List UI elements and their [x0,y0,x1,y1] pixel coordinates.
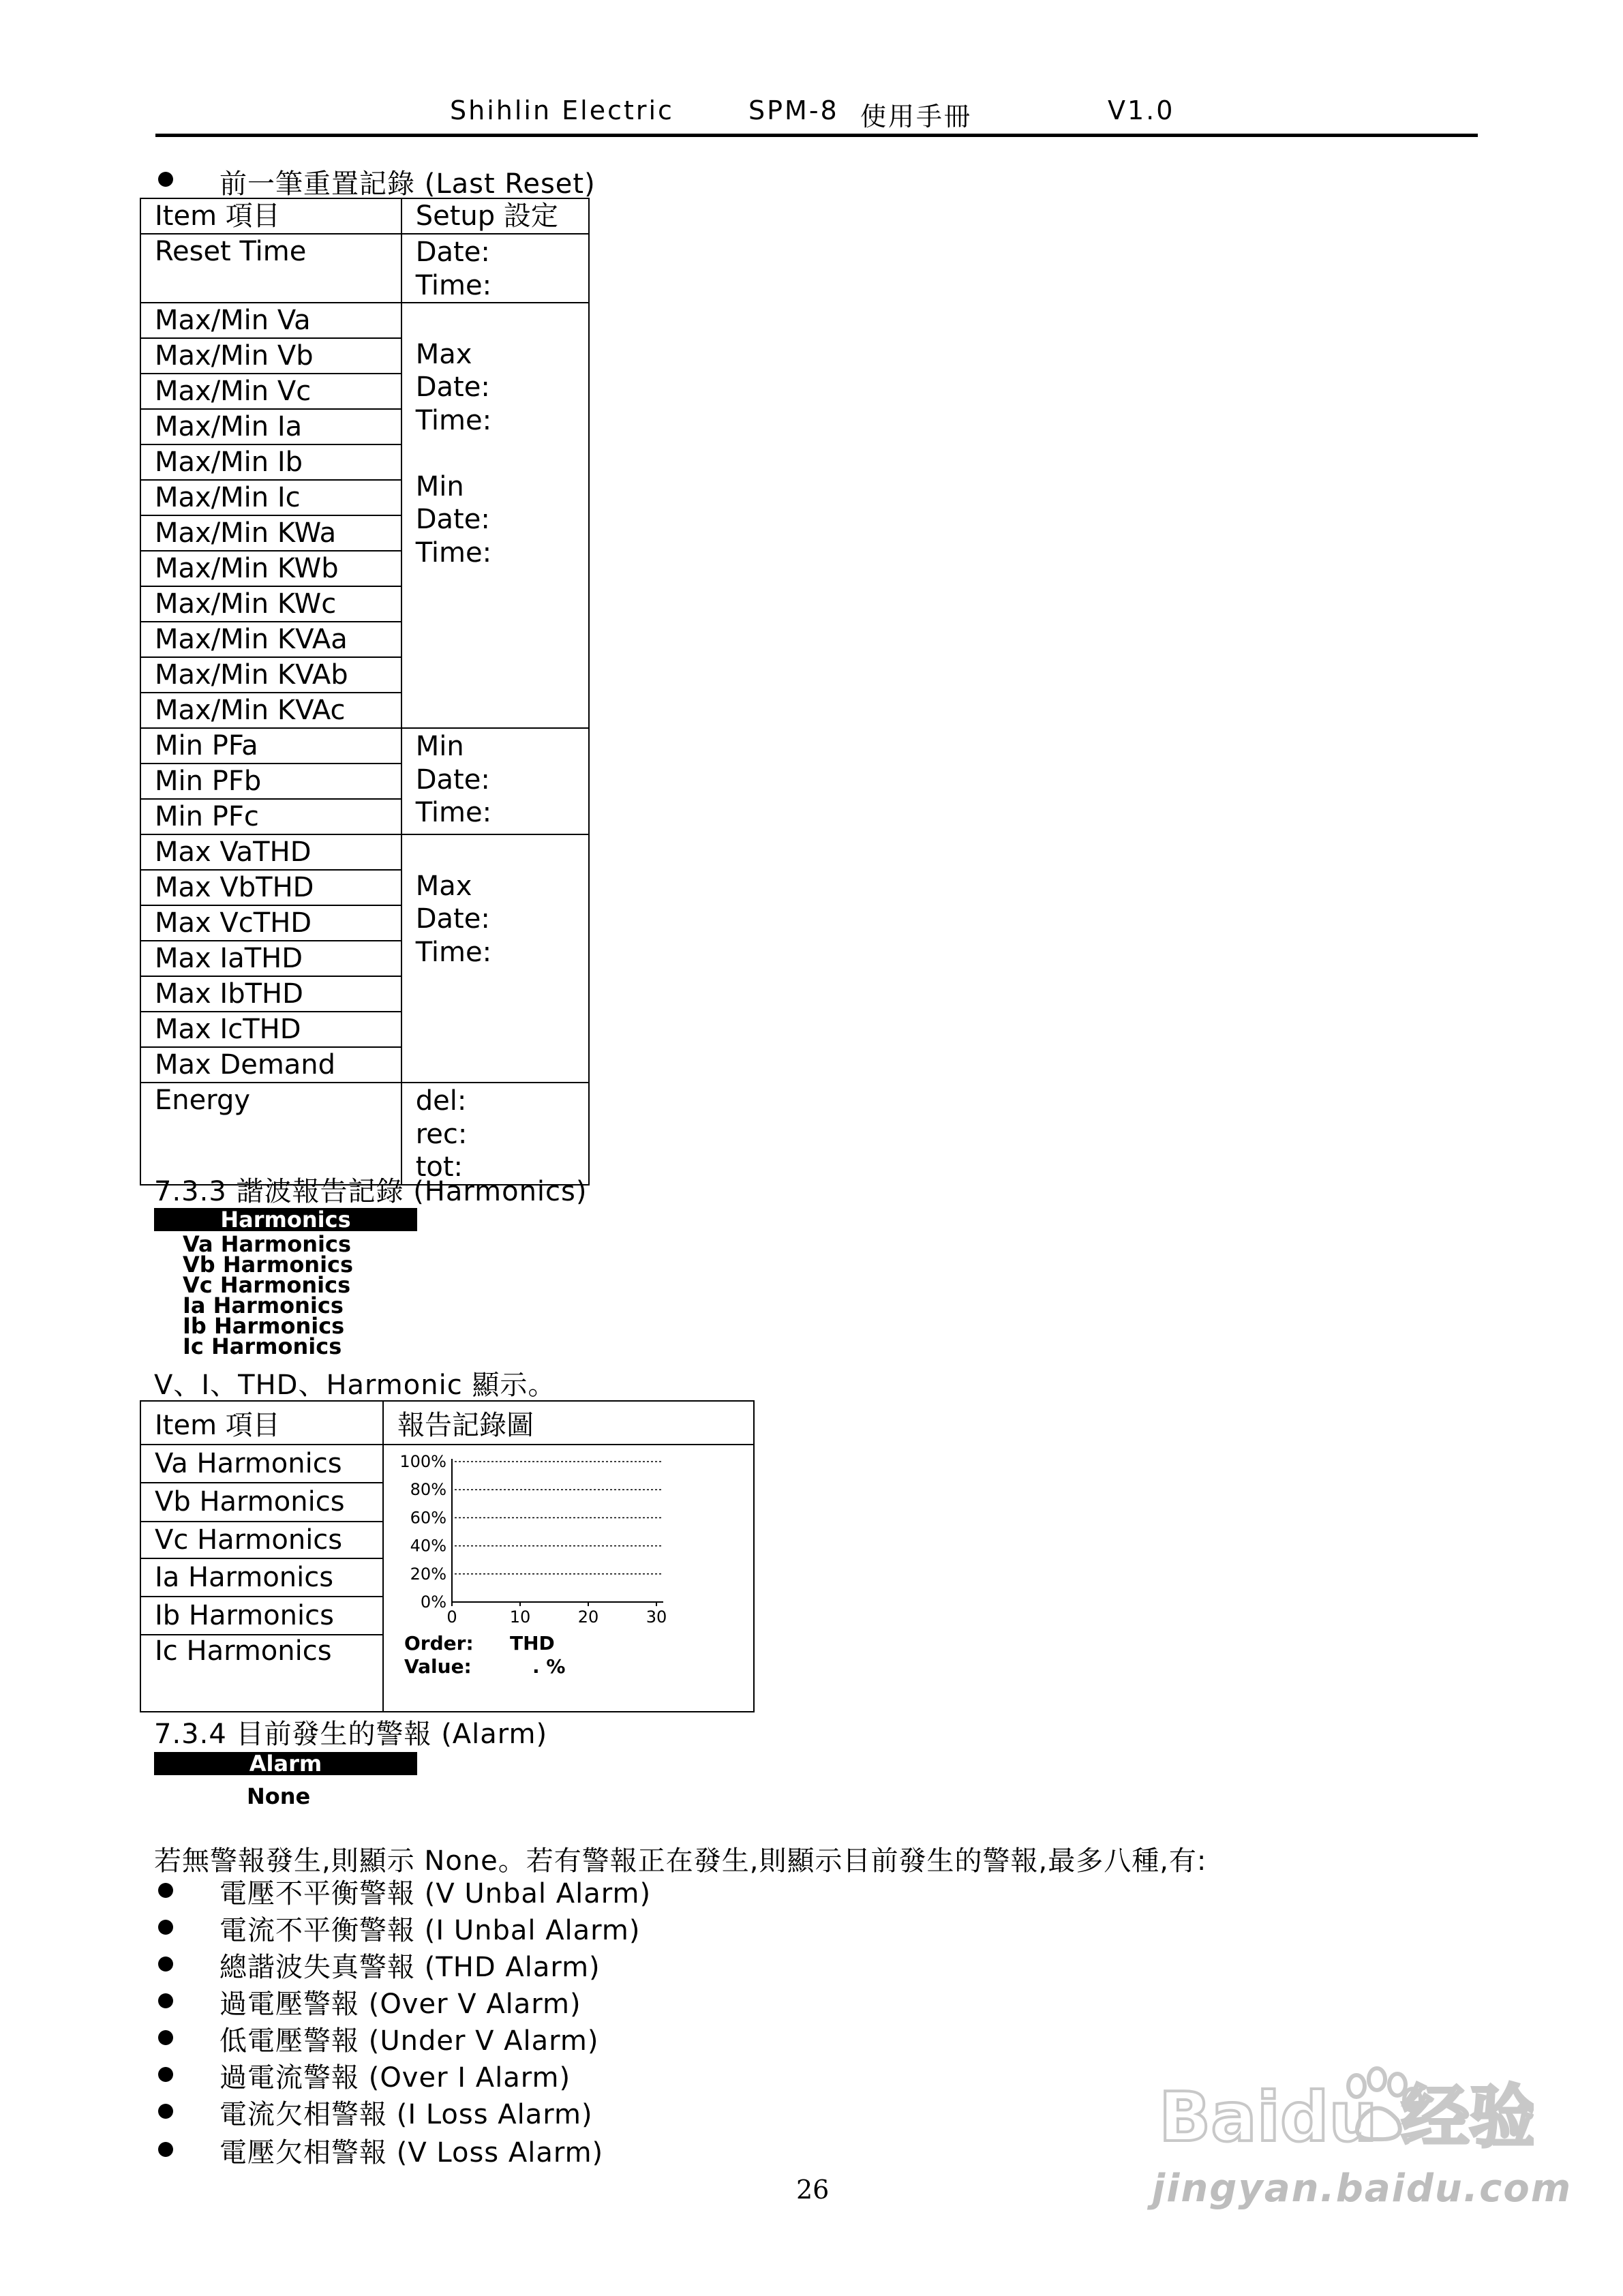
harmonics-chart [384,1445,752,1711]
page-number: 26 [796,2175,830,2205]
header-model: SPM-8 [748,95,839,125]
value-value: . % [532,1655,566,1678]
alarm-menu-value: None [247,1783,311,1809]
alarm-item-label: 過電流警報 (Over I Alarm) [219,2062,571,2094]
bullet-icon [158,2067,173,2082]
table-item-cell: Max/Min KWa [140,515,401,551]
order-label: Order: [404,1632,474,1655]
watermark-logo [1152,2059,1534,2157]
setup-cell: Date: Time: [401,234,589,303]
alarm-menu-title: Alarm [154,1752,417,1775]
setup-cell: Min Date: Time: [401,728,589,834]
setup-cell: Max Date: Time: [401,834,589,1083]
alarm-heading: 7.3.4 目前發生的警報 (Alarm) [154,1719,548,1750]
table-item-cell: Ib Harmonics [140,1597,383,1635]
alarm-item-label: 總諧波失真警報 (THD Alarm) [219,1952,601,1983]
menu-item: Vc Harmonics [183,1272,351,1298]
baidu-paw-icon [1152,2059,1534,2154]
table-item-cell: Max Demand [140,1047,401,1083]
alarm-description: 若無警報發生,則顯示 None。若有警報正在發生,則顯示目前發生的警報,最多八種,有: [154,1845,1207,1877]
table-item-cell: Max/Min KWc [140,586,401,622]
y-tick-label: 60% [410,1508,447,1528]
table-item-cell: Ic Harmonics [140,1635,383,1712]
y-tick-label: 40% [410,1536,447,1556]
table-item-cell: Max/Min Ia [140,409,401,444]
table-item-cell: Max/Min Ic [140,480,401,515]
bullet-icon [158,2030,173,2045]
bullet-icon [158,2104,173,2119]
header-version: V1.0 [1108,95,1175,125]
bullet-icon [158,172,173,187]
last-reset-heading: 前一筆重置記錄 (Last Reset) [219,168,596,200]
table-item-cell: Max/Min Vc [140,374,401,409]
alarm-item-label: 電壓欠相警報 (V Loss Alarm) [219,2137,604,2169]
table-item-cell: Min PFc [140,799,401,834]
menu-item: Ia Harmonics [183,1293,344,1318]
table-item-cell: Vb Harmonics [140,1483,383,1521]
bullet-icon [158,1993,173,2008]
menu-item: Ib Harmonics [183,1313,345,1339]
table-item-cell: Max IaTHD [140,941,401,976]
y-tick-label: 0% [420,1592,447,1612]
menu-item: Ic Harmonics [183,1333,342,1359]
table-item-cell: Max/Min KVAa [140,622,401,657]
last-reset-table [140,198,590,1185]
bullet-icon [158,2142,173,2157]
table-item-cell: Max/Min Vb [140,338,401,374]
table-item-cell: Max/Min KVAc [140,693,401,728]
table-item-cell: Max VcTHD [140,905,401,941]
table-item-cell: Max VaTHD [140,834,401,870]
table-item-cell: Max IbTHD [140,976,401,1012]
value-label: Value: [404,1655,472,1678]
alarm-item-label: 電流不平衡警報 (I Unbal Alarm) [219,1915,641,1946]
table-item-cell: Min PFa [140,728,401,764]
table-item-cell: Vc Harmonics [140,1522,383,1558]
harmonics-table [140,1400,755,1712]
watermark-url: jingyan.baidu.com [1152,2166,1573,2211]
x-tick-label: 30 [646,1607,667,1627]
y-tick-label: 80% [410,1480,447,1500]
svg-text:Baidu 经验: Baidu 经验 [1159,2077,1534,2154]
menu-item: Vb Harmonics [183,1252,354,1278]
header-company: Shihlin Electric [450,95,674,125]
x-tick-label: 0 [446,1607,457,1627]
x-tick-label: 20 [577,1607,599,1627]
alarm-item-label: 電壓不平衡警報 (V Unbal Alarm) [219,1878,652,1909]
table-item-cell: Max/Min Va [140,303,401,338]
y-tick-label: 20% [410,1564,447,1584]
table-item-cell: Max IcTHD [140,1012,401,1047]
table-item-cell: Ia Harmonics [140,1558,383,1597]
alarm-item-label: 過電壓警報 (Over V Alarm) [219,1989,581,2020]
y-tick-label: 100% [399,1452,447,1471]
order-value: THD [510,1632,555,1655]
x-tick-label: 10 [509,1607,531,1627]
table-item-cell: Min PFb [140,764,401,799]
table-item-cell: Max/Min KVAb [140,657,401,693]
chart-cell [383,1445,754,1712]
table-item-cell: Max/Min Ib [140,444,401,480]
col-header-item: Item 項目 [140,198,401,234]
header-manual-title: 使用手冊 [860,102,973,132]
col-header-chart: 報告記錄圖 [383,1401,754,1445]
table-item-cell: Max VbTHD [140,870,401,905]
harmonics-menu-title: Harmonics [154,1208,417,1231]
bullet-icon [158,1920,173,1935]
bullet-icon [158,1957,173,1972]
bullet-icon [158,1883,173,1898]
table-item-cell: Reset Time [140,234,401,303]
col-header-setup: Setup 設定 [401,198,589,234]
harmonics-heading: 7.3.3 諧波報告記錄 (Harmonics) [154,1176,588,1207]
setup-cell: del: rec: tot: [401,1083,589,1185]
menu-item: Va Harmonics [183,1231,351,1257]
harmonics-menu-list [183,1231,354,1359]
alarm-item-label: 電流欠相警報 (I Loss Alarm) [219,2099,593,2130]
alarm-item-label: 低電壓警報 (Under V Alarm) [219,2025,599,2057]
setup-cell: Max Date: Time: Min Date: Time: [401,303,589,728]
harmonics-description: V、I、THD、Harmonic 顯示。 [154,1370,556,1401]
table-item-cell: Energy [140,1083,401,1185]
col-header-item: Item 項目 [140,1401,383,1445]
header-rule [155,134,1478,137]
table-item-cell: Max/Min KWb [140,551,401,586]
table-item-cell: Va Harmonics [140,1445,383,1483]
